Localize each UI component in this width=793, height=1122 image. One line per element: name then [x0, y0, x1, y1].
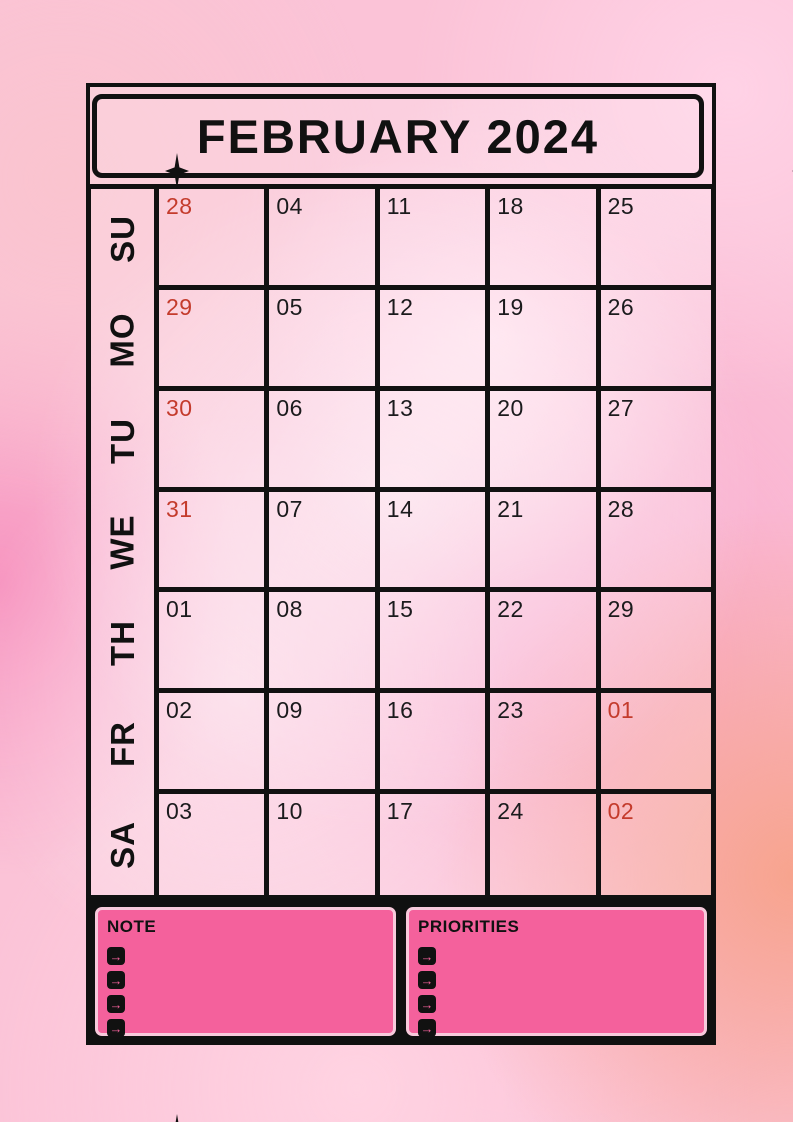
day-cell: 18 — [490, 189, 600, 290]
day-cell: 29 — [159, 290, 269, 391]
day-cell: 09 — [269, 693, 379, 794]
weekday-label-su: SU — [91, 189, 159, 290]
day-cell: 15 — [380, 592, 490, 693]
day-cell: 22 — [490, 592, 600, 693]
day-cell: 02 — [159, 693, 269, 794]
day-cell: 19 — [490, 290, 600, 391]
priority-bullet — [418, 995, 695, 1013]
calendar-title-box — [92, 94, 704, 178]
day-cell: 10 — [269, 794, 379, 895]
calendar-grid — [86, 184, 716, 900]
day-cell: 04 — [269, 189, 379, 290]
day-cell: 30 — [159, 391, 269, 492]
day-cell: 14 — [380, 492, 490, 593]
day-cell: 06 — [269, 391, 379, 492]
weekday-label-mo: MO — [91, 290, 159, 391]
day-cell: 05 — [269, 290, 379, 391]
day-cell: 20 — [490, 391, 600, 492]
note-title: NOTE — [107, 917, 157, 936]
weekday-label-tu: TU — [91, 391, 159, 492]
day-cell: 12 — [380, 290, 490, 391]
note-box — [95, 907, 396, 1036]
day-cell: 02 — [607, 798, 635, 825]
priority-bullet — [418, 1019, 695, 1037]
day-cell: 23 — [490, 693, 600, 794]
priorities-title: PRIORITIES — [418, 917, 520, 936]
month-title: FEBRUARY 2024 — [196, 109, 600, 163]
day-cell: 25 — [601, 189, 711, 290]
arrow-right-icon: → — [418, 971, 436, 989]
day-cell: 29 — [601, 592, 711, 693]
arrow-right-icon: → — [418, 1019, 436, 1037]
weekday-label-we: WE — [91, 492, 159, 593]
day-cell: 21 — [490, 492, 600, 593]
note-bullet — [107, 947, 384, 965]
day-cell: 03 — [159, 794, 269, 895]
weekday-label-fr: FR — [91, 693, 159, 794]
day-cell: 26 — [601, 290, 711, 391]
note-bullet — [107, 971, 384, 989]
day-cell: 27 — [601, 391, 711, 492]
arrow-right-icon: → — [418, 995, 436, 1013]
weekday-label-th: TH — [91, 592, 159, 693]
arrow-right-icon: → — [107, 1019, 125, 1037]
day-cell: 01 — [159, 592, 269, 693]
day-cell: 17 — [380, 794, 490, 895]
corner-star-icon — [165, 1114, 189, 1122]
day-cell: 07 — [269, 492, 379, 593]
day-cell: 24 — [490, 794, 600, 895]
note-bullet — [107, 1019, 384, 1037]
day-cell: 11 — [380, 189, 490, 290]
arrow-right-icon: → — [107, 947, 125, 965]
priority-bullet — [418, 947, 695, 965]
priority-bullet — [418, 971, 695, 989]
note-bullet — [107, 995, 384, 1013]
weekday-label-sa: SA — [91, 794, 159, 895]
day-cell: 28 — [601, 492, 711, 593]
day-cell: 28 — [159, 189, 269, 290]
priorities-box — [406, 907, 707, 1036]
day-cell: 31 — [159, 492, 269, 593]
day-cell: 01 — [601, 693, 711, 794]
day-cell: 08 — [269, 592, 379, 693]
arrow-right-icon: → — [107, 995, 125, 1013]
arrow-right-icon: → — [107, 971, 125, 989]
notes-section — [86, 898, 716, 1045]
day-cell: 16 — [380, 693, 490, 794]
day-cell: 13 — [380, 391, 490, 492]
arrow-right-icon: → — [418, 947, 436, 965]
